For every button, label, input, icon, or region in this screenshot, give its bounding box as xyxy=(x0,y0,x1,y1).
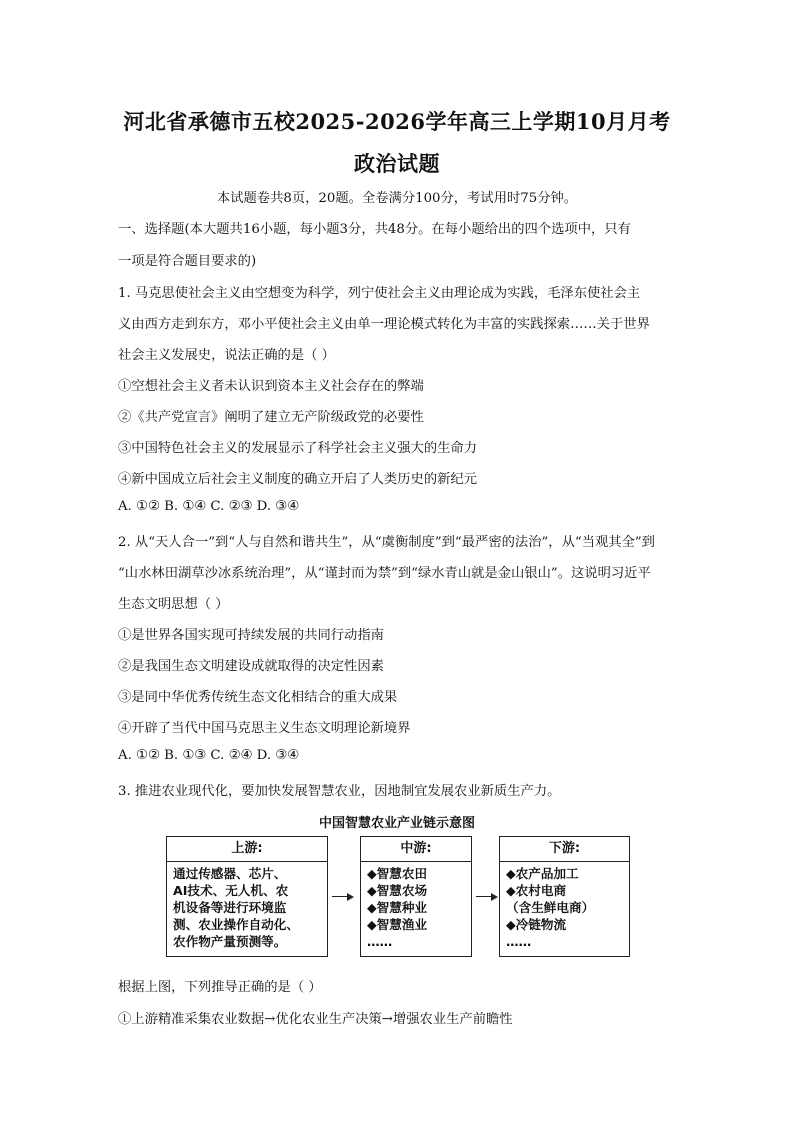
midstream-line: ◆智慧种业 xyxy=(367,900,428,915)
question-3-stem: 3. 推进农业现代化，要加快发展智慧农业，因地制宜发展农业新质生产力。 xyxy=(118,784,561,799)
arrow-right-icon xyxy=(476,896,496,897)
question-3-option: ①上游精准采集农业数据→优化农业生产决策→增强农业生产前瞻性 xyxy=(118,1012,513,1027)
upstream-line: 机设备等进行环境监 xyxy=(173,900,287,915)
question-2-option: ①是世界各国实现可持续发展的共同行动指南 xyxy=(118,628,384,643)
upstream-line: 测、农业操作自动化、 xyxy=(173,917,299,932)
question-2-stem: 2. 从“天人合一”到“人与自然和谐共生”，从“虞衡制度”到“最严密的法治”，从“当观其全”到 xyxy=(118,535,655,550)
midstream-body xyxy=(361,862,471,950)
downstream-line: ◆农村电商 xyxy=(506,883,567,898)
upstream-line: AI技术、无人机、农 xyxy=(173,883,289,898)
question-2-stem: “山水林田湖草沙冰系统治理”，从“谨封而为禁”到“绿水青山就是金山银山”。这说明习近平 xyxy=(118,566,651,581)
question-1-option: ③中国特色社会主义的发展显示了科学社会主义强大的生命力 xyxy=(118,441,478,456)
midstream-line: ◆智慧农场 xyxy=(367,883,428,898)
question-1-stem: 1. 马克思使社会主义由空想变为科学，列宁使社会主义由理论成为实践，毛泽东使社会主 xyxy=(118,286,641,301)
upstream-body xyxy=(167,862,327,950)
downstream-line: ◆农产品加工 xyxy=(506,866,579,881)
exam-title: 河北省承德市五校2025-2026学年高三上学期10月月考 xyxy=(123,109,671,134)
downstream-box xyxy=(499,836,630,957)
question-1-option: ②《共产党宣言》阐明了建立无产阶级政党的必要性 xyxy=(118,410,424,425)
downstream-line: ◆冷链物流 xyxy=(506,917,567,932)
exam-subject: 政治试题 xyxy=(354,151,440,176)
question-1-option: ①空想社会主义者未认识到资本主义社会存在的弊端 xyxy=(118,379,424,394)
midstream-line: ◆智慧农田 xyxy=(367,866,428,881)
midstream-line: ◆智慧渔业 xyxy=(367,917,428,932)
diagram-title: 中国智慧农业产业链示意图 xyxy=(318,816,475,831)
upstream-line: 通过传感器、芯片、 xyxy=(173,866,287,881)
question-2-answers: A. ①② B. ①③ C. ②④ D. ③④ xyxy=(118,748,300,763)
downstream-heading: 下游: xyxy=(500,837,629,862)
downstream-line: （含生鲜电商） xyxy=(506,900,595,915)
question-3-prompt: 根据上图，下列推导正确的是（ ） xyxy=(118,980,322,995)
arrow-right-icon xyxy=(332,896,352,897)
question-1-answers: A. ①② B. ①④ C. ②③ D. ③④ xyxy=(118,499,300,514)
question-2-option: ③是同中华优秀传统生态文化相结合的重大成果 xyxy=(118,690,398,705)
question-2-stem: 生态文明思想（ ） xyxy=(118,597,229,612)
exam-intro: 本试题卷共8页，20题。全卷满分100分，考试用时75分钟。 xyxy=(216,191,578,206)
upstream-heading: 上游: xyxy=(167,837,327,862)
question-2-option: ②是我国生态文明建设成就取得的决定性因素 xyxy=(118,659,384,674)
section-heading-line: 一项是符合题目要求的) xyxy=(118,254,257,269)
midstream-box xyxy=(360,836,472,957)
upstream-box xyxy=(166,836,328,957)
question-2-option: ④开辟了当代中国马克思主义生态文明理论新境界 xyxy=(118,721,411,736)
question-1-stem: 社会主义发展史，说法正确的是（ ） xyxy=(118,348,335,363)
section-heading-line: 一、选择题(本大题共16小题，每小题3分，共48分。在每小题给出的四个选项中，只有 xyxy=(118,222,631,237)
upstream-line: 农作物产量预测等。 xyxy=(173,934,287,949)
midstream-line: …… xyxy=(367,934,393,949)
question-1-option: ④新中国成立后社会主义制度的确立开启了人类历史的新纪元 xyxy=(118,472,478,487)
downstream-line: …… xyxy=(506,934,532,949)
downstream-body xyxy=(500,862,629,950)
midstream-heading: 中游: xyxy=(361,837,471,862)
question-1-stem: 义由西方走到东方，邓小平使社会主义由单一理论模式转化为丰富的实践探索……关于世界 xyxy=(118,317,650,332)
